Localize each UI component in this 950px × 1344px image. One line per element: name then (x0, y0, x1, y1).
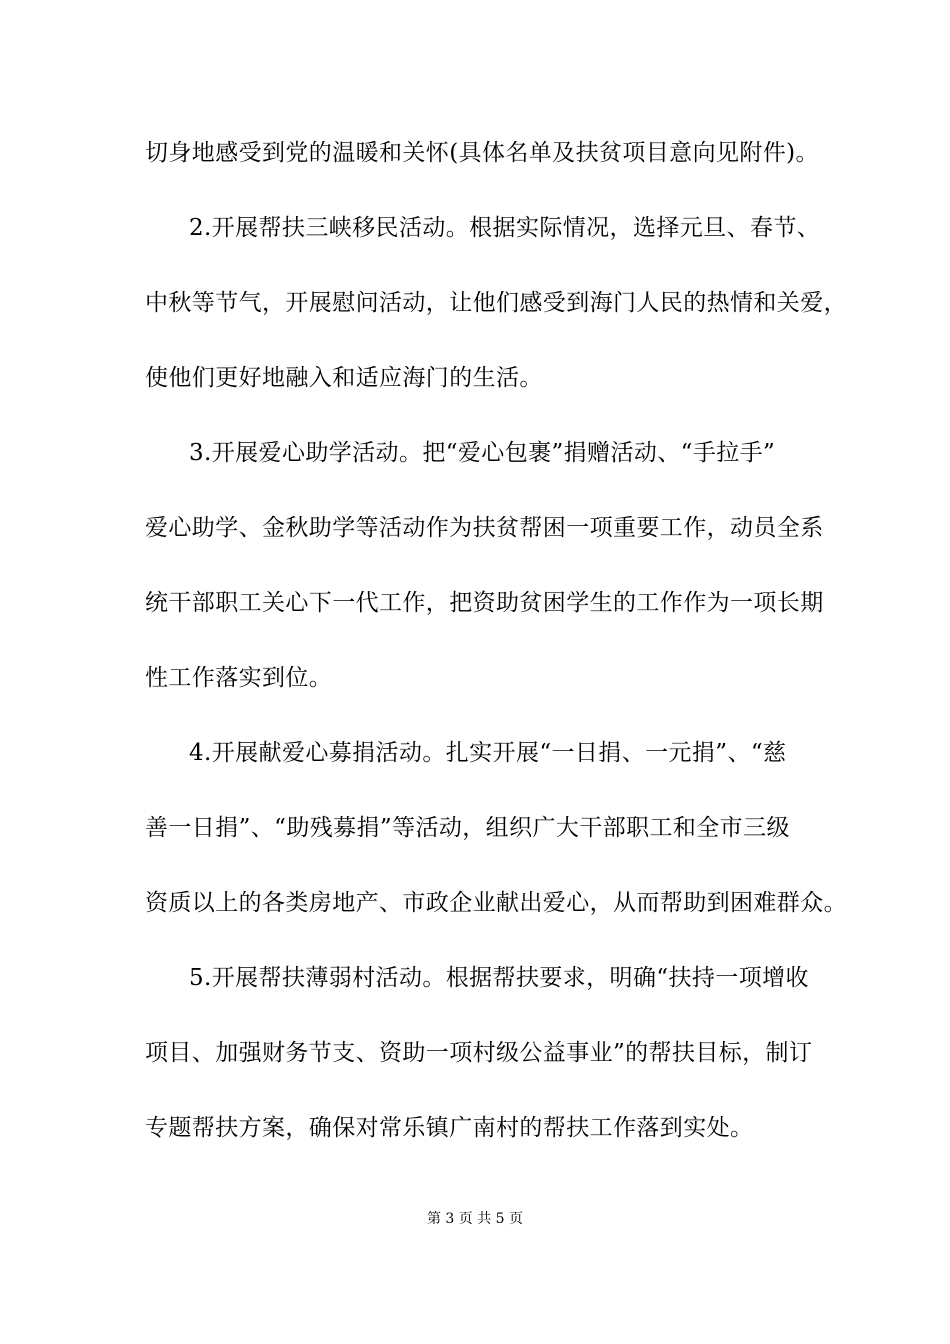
text-line: 统干部职工关心下一代工作，把资助贫困学生的工作作为一项长期 (145, 590, 824, 616)
text-line: 善一日捐”、“助残募捐”等活动，组织广大干部职工和全市三级 (145, 815, 790, 841)
text-line: 使他们更好地融入和适应海门的生活。 (145, 365, 543, 391)
page-number: 第 3 页 共 5 页 (426, 1211, 524, 1227)
text-line: 资质以上的各类房地产、市政企业献出爱心，从而帮助到困难群众。 (145, 890, 847, 916)
paragraph-2-start: 2.开展帮扶三峡移民活动。根据实际情况，选择元旦、春节、 (189, 215, 821, 241)
paragraph-4-start: 4.开展献爱心募捐活动。扎实开展“一日捐、一元捐”、“慈 (189, 740, 787, 766)
paragraph-3-start: 3.开展爱心助学活动。把“爱心包裹”捐赠活动、“手拉手” (189, 440, 776, 466)
text-line: 专题帮扶方案，确保对常乐镇广南村的帮扶工作落到实处。 (145, 1115, 754, 1141)
text-line: 中秋等节气，开展慰问活动，让他们感受到海门人民的热情和关爱， (145, 290, 847, 316)
text-line: 项目、加强财务节支、资助一项村级公益事业”的帮扶目标，制订 (145, 1040, 813, 1066)
text-line: 爱心助学、金秋助学等活动作为扶贫帮困一项重要工作，动员全系 (145, 515, 824, 541)
paragraph-5-start: 5.开展帮扶薄弱村活动。根据帮扶要求，明确“扶持一项增收 (189, 965, 809, 991)
text-line: 性工作落实到位。 (145, 665, 333, 691)
text-line: 切身地感受到党的温暖和关怀(具体名单及扶贫项目意向见附件)。 (145, 140, 819, 166)
